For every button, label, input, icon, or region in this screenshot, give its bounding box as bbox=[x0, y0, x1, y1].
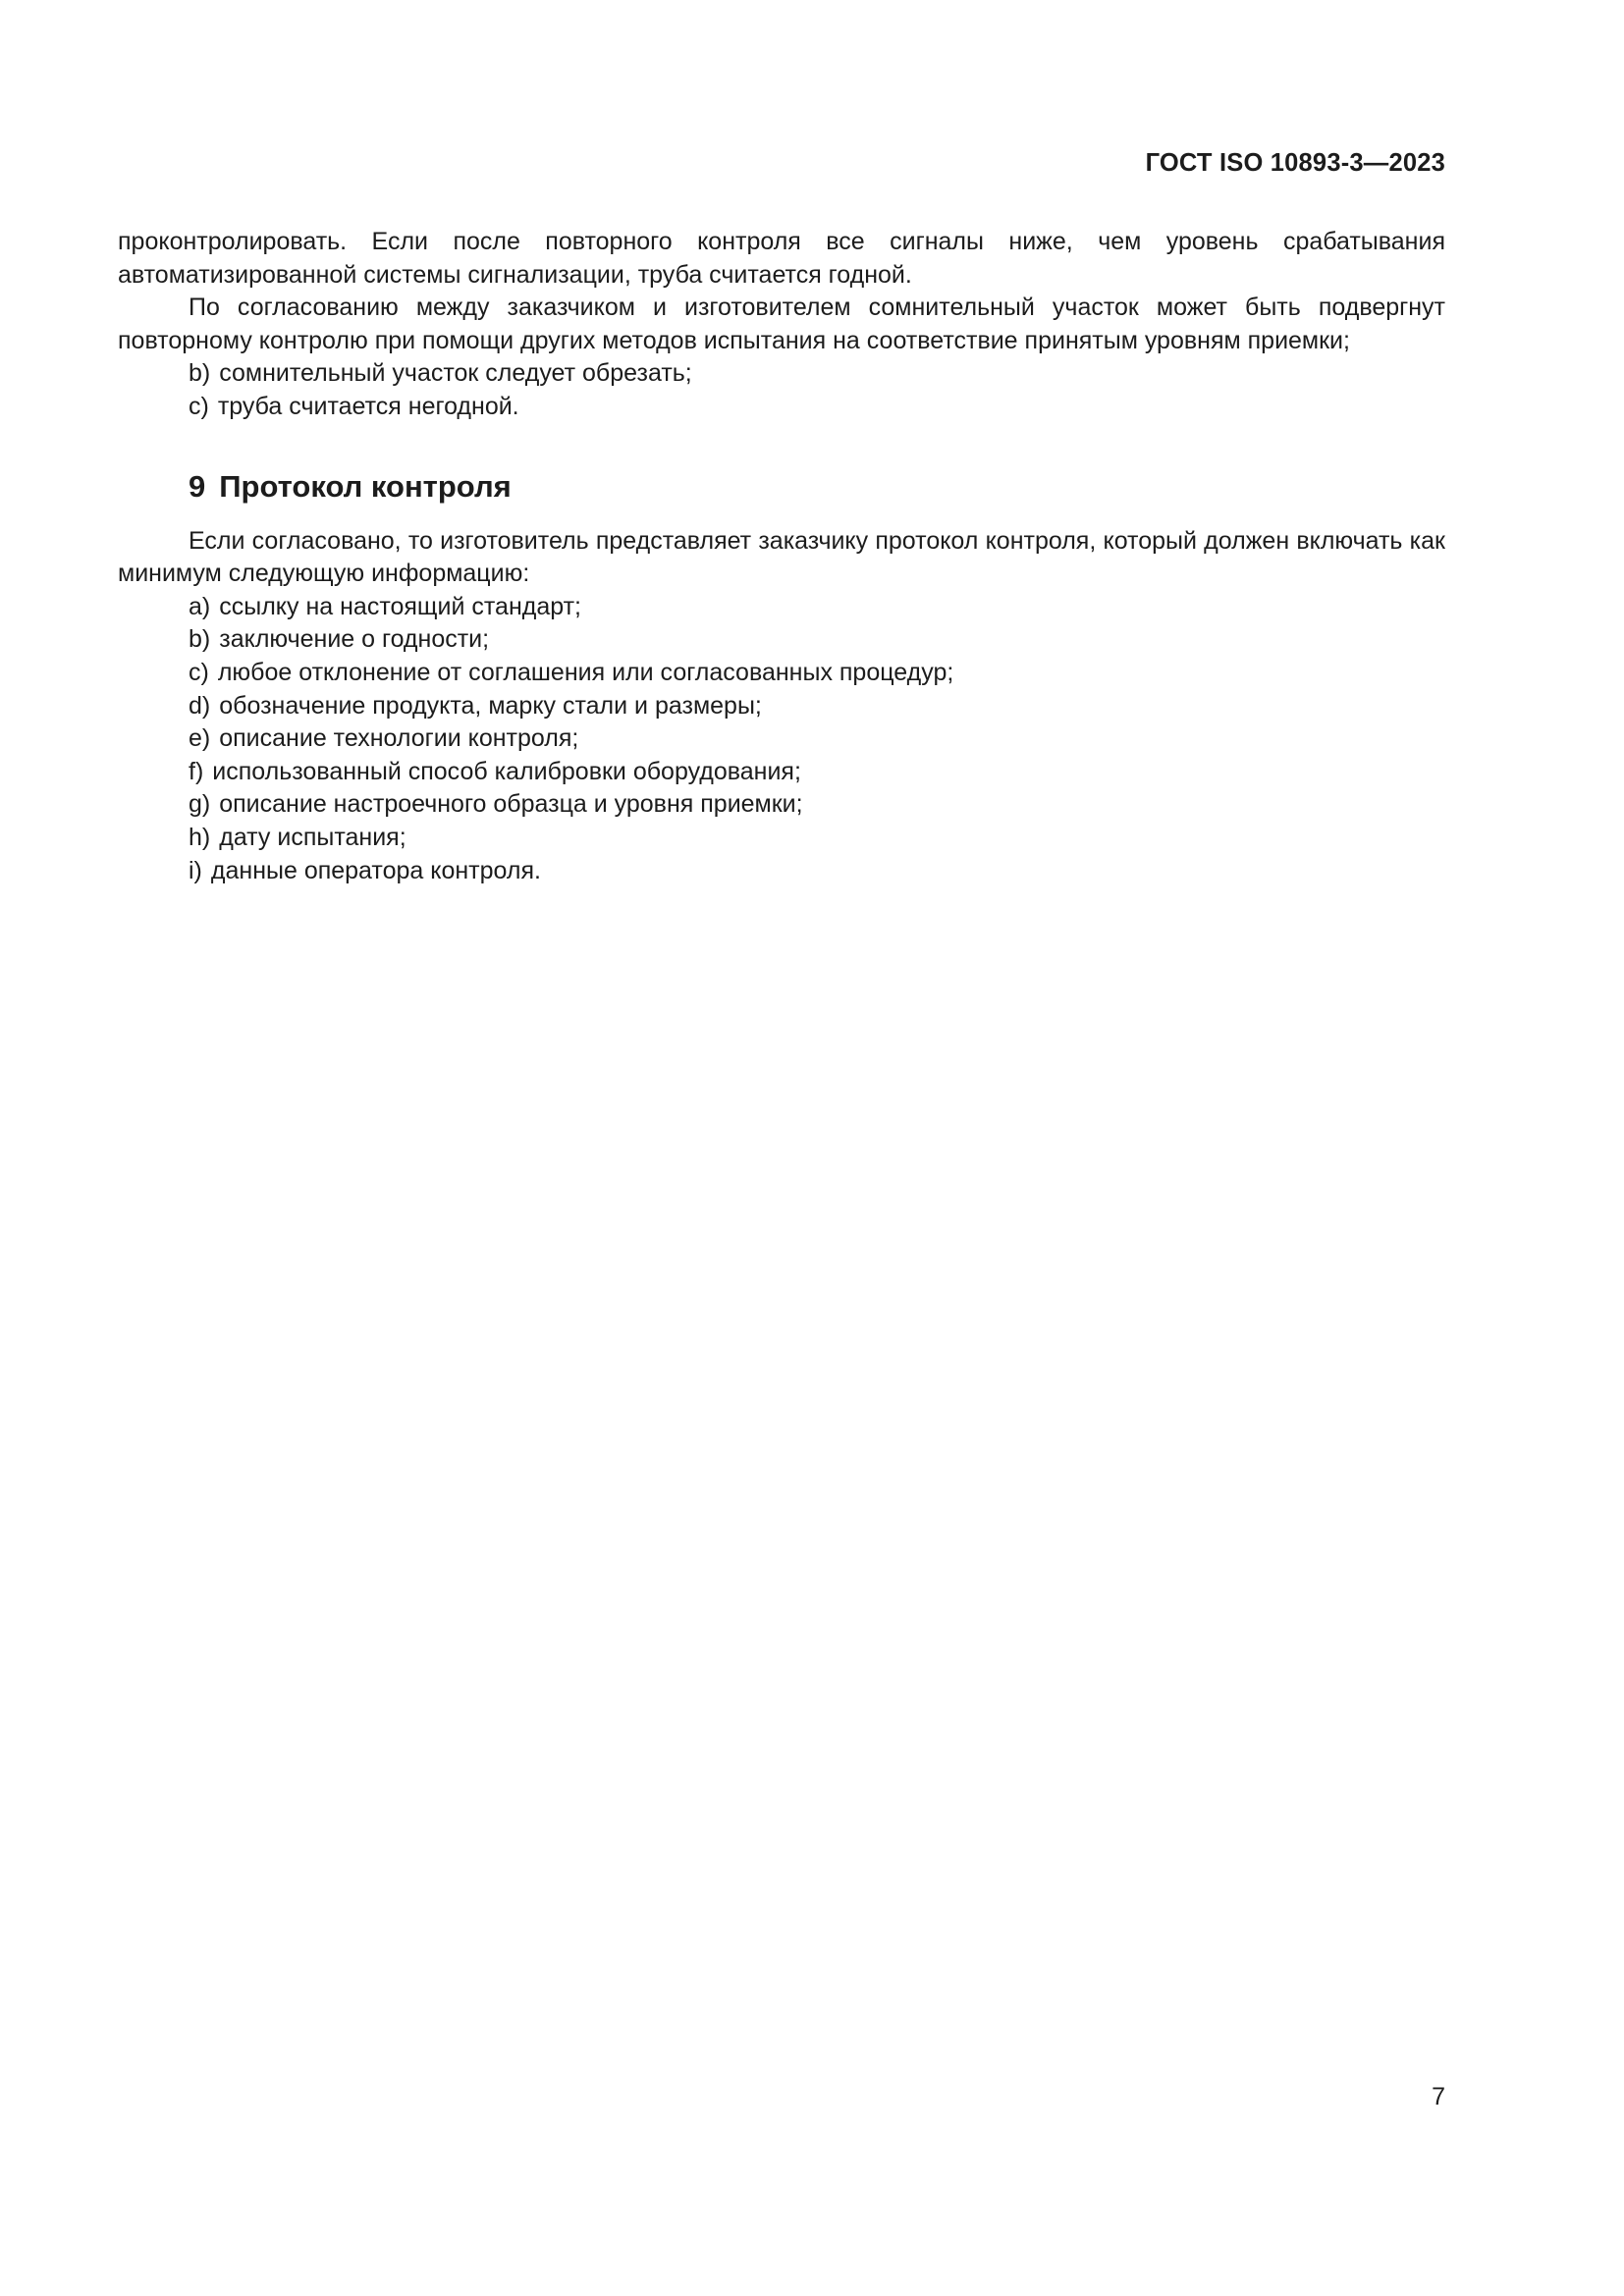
list-marker: c) bbox=[189, 658, 209, 686]
list-item-text: данные оператора контроля. bbox=[210, 856, 541, 884]
list-item bbox=[118, 855, 1445, 888]
list-item-text: использованный способ калибровки оборудования; bbox=[212, 757, 801, 785]
section-intro-paragraph: Если согласовано, то изготовитель представляет заказчику протокол контроля, который должен включать как минимум следующую информацию: bbox=[118, 526, 1445, 588]
list-item-text: дату испытания; bbox=[219, 823, 406, 851]
list-item bbox=[118, 756, 1445, 789]
list-marker: b) bbox=[189, 359, 211, 388]
list-item bbox=[118, 822, 1445, 855]
list-item-text: описание настроечного образца и уровня приемки; bbox=[219, 790, 803, 819]
list-item-text: заключение о годности; bbox=[219, 625, 490, 654]
section-number: 9 bbox=[189, 468, 206, 504]
list-item-text: описание технологии контроля; bbox=[219, 724, 579, 753]
list-marker: c) bbox=[189, 392, 209, 420]
list-marker: f) bbox=[189, 757, 204, 785]
list-item-text: ссылку на настоящий стандарт; bbox=[219, 592, 581, 620]
report-contents-list bbox=[118, 591, 1445, 887]
list-item bbox=[118, 623, 1445, 657]
list-marker: h) bbox=[189, 823, 211, 851]
list-item-text: сомнительный участок следует обрезать; bbox=[219, 359, 692, 388]
continued-list bbox=[118, 357, 1445, 423]
section-heading bbox=[118, 467, 1445, 507]
page-number: 7 bbox=[1432, 2083, 1445, 2110]
list-marker: e) bbox=[189, 724, 211, 753]
list-marker: i) bbox=[189, 856, 202, 884]
list-item bbox=[118, 657, 1445, 690]
list-item bbox=[118, 690, 1445, 723]
list-item-text: обозначение продукта, марку стали и размеры; bbox=[219, 691, 762, 720]
list-item bbox=[118, 391, 1445, 424]
page-body bbox=[118, 226, 1445, 887]
list-marker: b) bbox=[189, 625, 211, 654]
continued-paragraph: проконтролировать. Если после повторного контроля все сигналы ниже, чем уровень срабатывания автоматизированной системы сигнализации, труба считается годной. bbox=[118, 228, 1445, 289]
list-item-text: труба считается негодной. bbox=[217, 392, 519, 420]
list-item bbox=[118, 788, 1445, 822]
list-marker: a) bbox=[189, 592, 211, 620]
list-item bbox=[118, 722, 1445, 756]
list-marker: g) bbox=[189, 790, 211, 819]
list-item bbox=[118, 357, 1445, 391]
agreement-paragraph: По согласованию между заказчиком и изготовителем сомнительный участок может быть подвергнут повторному контролю при помощи других методов испытания на соответствие принятым уровням приемки; bbox=[118, 294, 1445, 354]
document-designation: ГОСТ ISO 10893-3—2023 bbox=[1145, 149, 1445, 177]
list-marker: d) bbox=[189, 691, 211, 720]
section-title: Протокол контроля bbox=[219, 468, 512, 504]
list-item-text: любое отклонение от соглашения или согласованных процедур; bbox=[217, 658, 954, 686]
list-item bbox=[118, 591, 1445, 624]
